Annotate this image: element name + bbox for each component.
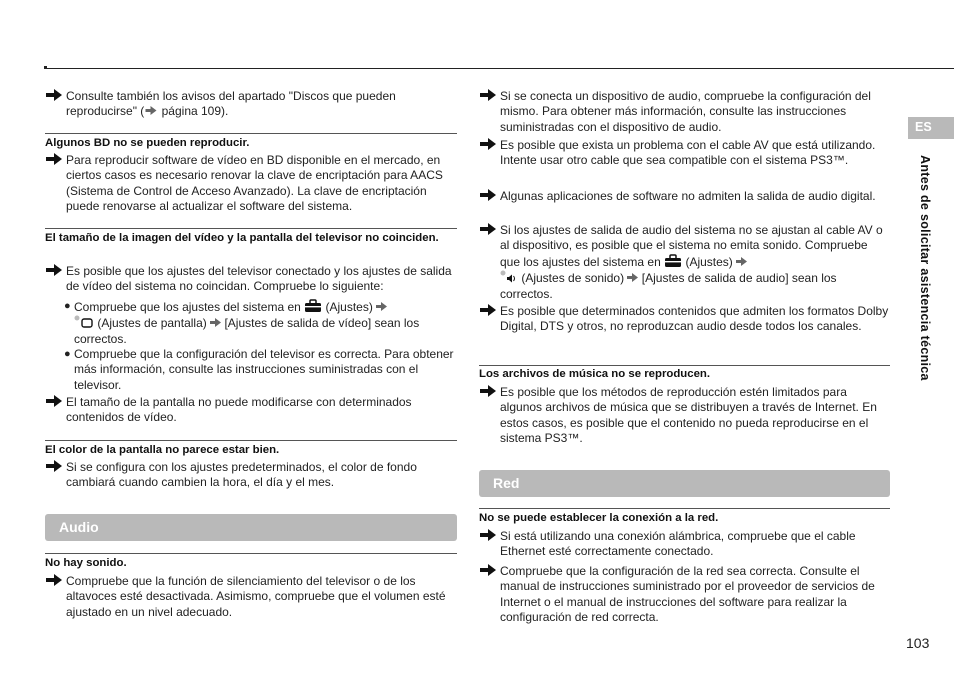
list-item-text: El tamaño de la pantalla no puede modificarse con determinados contenidos de vídeo. (66, 395, 412, 425)
list-item-text: Si se conecta un dispositivo de audio, compruebe la configuración del mismo. Para obtener más información, consulte las instrucciones suministradas con el dispositivo de audio. (500, 89, 871, 134)
list-item (479, 385, 890, 447)
arrow-icon (45, 152, 63, 166)
bullet-text: (Ajustes) (325, 300, 373, 314)
arrow-icon (479, 222, 497, 236)
settings-toolbox-icon (304, 299, 322, 313)
display-settings-icon (74, 315, 94, 329)
sound-settings-icon (500, 270, 518, 284)
arrow-icon (45, 394, 63, 408)
list-item-text: Es posible que exista un problema con el cable AV que está utilizando. Intente usar otro cable que sea compatible con el sistema PS3™. (500, 138, 876, 168)
language-tab (908, 117, 954, 139)
list-item-text: Algunas aplicaciones de software no admiten la salida de audio digital. (500, 189, 876, 203)
list-item-text: Si se configura con los ajustes predeterminados, el color de fondo cambiará cuando cambien la hora, el día y el mes. (66, 460, 417, 490)
list-item-text: Compruebe que la función de silenciamiento del televisor o de los altavoces esté desactivada. Asimismo, compruebe que el volumen esté ajustado en un nivel adecuado. (66, 574, 446, 619)
section-rule (45, 133, 457, 134)
page-ref-arrow-icon (144, 106, 158, 115)
section-header-audio (45, 514, 457, 541)
list-item (45, 153, 457, 215)
topic-heading: El tamaño de la imagen del vídeo y la pantalla del televisor no coinciden. (45, 232, 439, 244)
intro-text-b: página 109). (158, 104, 229, 119)
section-title: Audio (59, 519, 99, 535)
topic-heading: El color de la pantalla no parece estar bien. (45, 444, 280, 456)
section-header-red (479, 470, 890, 497)
list-item (479, 529, 890, 560)
list-item (45, 574, 457, 620)
arrow-icon (45, 263, 63, 277)
list-item (479, 89, 890, 135)
bullet-text: (Ajustes de pantalla) (97, 316, 207, 331)
topic-heading: No se puede establecer la conexión a la red. (479, 512, 719, 524)
section-rule (45, 553, 457, 554)
list-item-text: (Ajustes de sonido) (521, 271, 625, 286)
section-rule (479, 508, 890, 509)
list-item (45, 395, 457, 426)
arrow-icon (45, 459, 63, 473)
list-item (479, 189, 890, 204)
bullet-dot: ● (64, 348, 71, 360)
topic-heading: Los archivos de música no se reproducen. (479, 368, 711, 380)
list-item-text: Es posible que los ajustes del televisor conectado y los ajustes de salida de vídeo del sistema no coincidan. Compruebe lo siguiente: (66, 264, 452, 294)
language-tab-label: ES (915, 120, 932, 134)
next-arrow-icon (210, 318, 221, 327)
section-rule (479, 365, 890, 366)
list-item-text: Es posible que los métodos de reproducción estén limitados para algunos archivos de música que se distribuyen a través de Internet. En estos casos, es posible que el contenido no pueda reproducirse en el sistema PS3™. (500, 385, 877, 446)
list-item (479, 138, 890, 169)
bullet-dot: ● (64, 300, 71, 312)
header-rule-marker (44, 66, 47, 69)
arrow-icon (479, 384, 497, 398)
arrow-icon (45, 88, 63, 102)
topic-heading: Algunos BD no se pueden reproducir. (45, 137, 250, 149)
arrow-icon (479, 528, 497, 542)
list-item (45, 89, 457, 120)
topic-heading: No hay sonido. (45, 557, 127, 569)
next-arrow-icon (376, 302, 387, 311)
arrow-icon (479, 137, 497, 151)
list-item (45, 264, 457, 295)
chapter-title-text: Antes de solicitar asistencia técnica (918, 155, 932, 381)
list-item-text: Si está utilizando una conexión alámbrica, compruebe que el cable Ethernet esté correctamente conectado. (500, 529, 856, 559)
bullet-item (45, 299, 457, 347)
chapter-side-title (918, 155, 938, 415)
section-title: Red (493, 475, 520, 491)
list-item-text: Si los ajustes de salida de audio del sistema no se ajustan al cable AV o al dispositivo, es posible que el sistema no emita sonido. Compruebe que los ajustes del sistema en (500, 223, 883, 269)
list-item (479, 223, 890, 302)
arrow-icon (479, 563, 497, 577)
section-rule (45, 440, 457, 441)
bullet-text: Compruebe que los ajustes del sistema en (74, 300, 301, 314)
next-arrow-icon (627, 273, 638, 282)
list-item (479, 304, 890, 335)
list-item-text: Es posible que determinados contenidos que admiten los formatos Dolby Digital, DTS y otros, no reproduzcan audio desde todos los canales. (500, 304, 889, 334)
header-rule (44, 68, 954, 69)
bullet-item (45, 347, 457, 393)
bullet-text: Compruebe que la configuración del televisor es correcta. Para obtener más información, consulte las instrucciones suministradas con el televisor. (74, 347, 454, 392)
intro-text-a: Consulte también los avisos del apartado "Discos que pueden reproducirse" ( (66, 89, 396, 119)
arrow-icon (479, 303, 497, 317)
section-rule (45, 228, 457, 229)
list-item-text: Compruebe que la configuración de la red sea correcta. Consulte el manual de instrucciones suministrado por el proveedor de servicios de Internet o el manual de instrucciones del software para realizar la configuración de red correcta. (500, 564, 875, 625)
list-item-text: Para reproducir software de vídeo en BD disponible en el mercado, en ciertos casos es necesario renovar la clave de encriptación para AACS (Sistema de Control de Acceso Avanzado). La clave de encriptación puede renovarse al actualizar el software del sistema. (66, 153, 443, 214)
page-number: 103 (906, 635, 930, 651)
arrow-icon (479, 188, 497, 202)
list-item-text: (Ajustes) (685, 254, 733, 269)
list-item (479, 564, 890, 626)
arrow-icon (45, 573, 63, 587)
next-arrow-icon (736, 257, 747, 266)
list-item-text: [Ajustes de salida de audio] sean los correctos. (500, 271, 837, 301)
bullet-text: [Ajustes de salida de vídeo] sean los correctos. (74, 316, 420, 346)
arrow-icon (479, 88, 497, 102)
list-item (45, 460, 457, 491)
settings-toolbox-icon (664, 254, 682, 268)
